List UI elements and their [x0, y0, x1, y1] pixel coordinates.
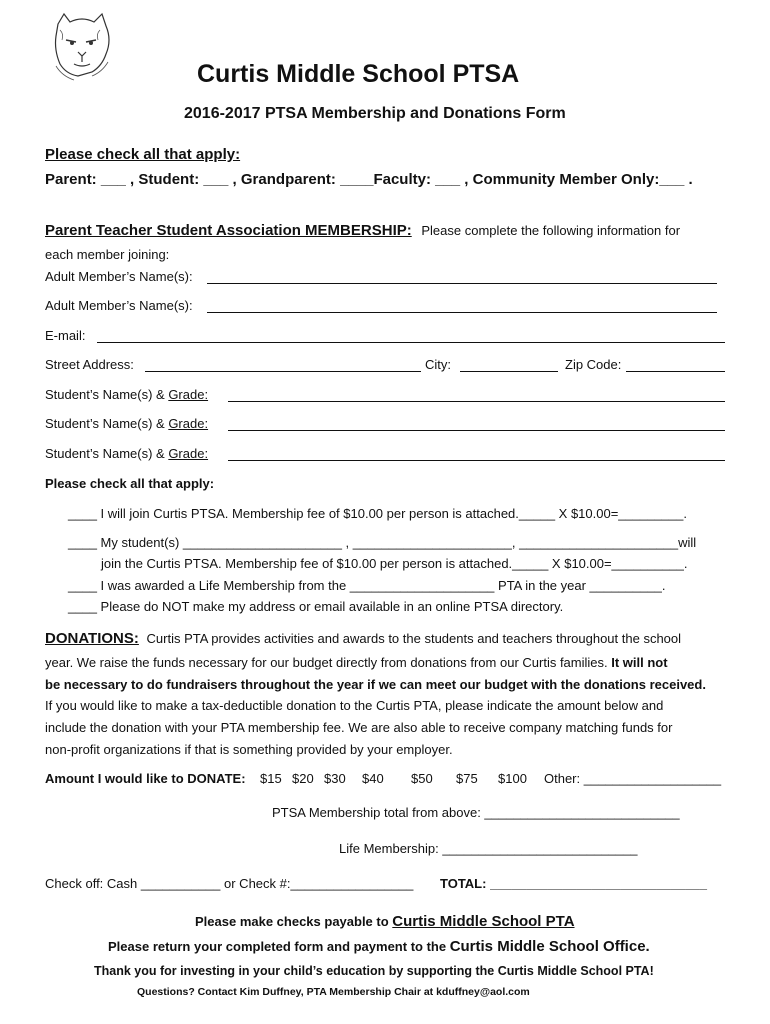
total-field[interactable]: TOTAL: ______________________________	[440, 876, 707, 891]
footer-payable-text: Please make checks payable to	[195, 914, 393, 929]
zip-label: Zip Code:	[565, 357, 622, 372]
student-label-1	[45, 387, 208, 402]
donations-text-4: If you would like to make a tax-deductible donation to the Curtis PTA, please indicate the amount below and	[45, 698, 664, 713]
donations-line-2	[45, 655, 668, 670]
membership-intro: Please complete the following information for	[421, 223, 681, 238]
street-label: Street Address:	[45, 357, 134, 372]
donations-text-3: be necessary to do fundraisers throughout the year if we can meet our budget with the donations received.	[45, 677, 706, 692]
email-field[interactable]	[97, 341, 725, 343]
student-label-prefix: Student’s Name(s) &	[45, 387, 169, 402]
donations-text-5: include the donation with your PTA membership fee. We are also able to receive company matching funds for	[45, 720, 673, 735]
donations-text-6: non-profit organizations if that is something provided by your employer.	[45, 742, 453, 757]
donations-line-1	[45, 630, 681, 647]
student-field-3[interactable]	[228, 459, 725, 461]
adult-name-label-1: Adult Member’s Name(s):	[45, 269, 193, 284]
donations-heading: DONATIONS:	[45, 630, 139, 647]
adult-name-label-2: Adult Member’s Name(s):	[45, 298, 193, 313]
donate-amount-label: Amount I would like to DONATE:	[45, 771, 246, 786]
student-field-1[interactable]	[228, 400, 725, 402]
donations-text-1: Curtis PTA provides activities and awards to the students and teachers throughout the school	[146, 631, 682, 646]
membership-heading: Parent Teacher Student Association MEMBERSHIP:	[45, 222, 412, 239]
donate-amount-75[interactable]: $75	[456, 771, 478, 786]
adult-name-field-1[interactable]	[207, 282, 717, 284]
email-label: E-mail:	[45, 328, 86, 343]
city-label: City:	[425, 357, 451, 372]
student-label-2	[45, 416, 208, 431]
donations-text-2b: It will not	[611, 655, 668, 670]
option-students-join[interactable]: ____ My student(s) ______________________ , ______________________, ______________________will	[68, 535, 697, 550]
footer-contact: Questions? Contact Kim Duffney, PTA Membership Chair at kduffney@aol.com	[137, 986, 530, 998]
donate-amount-50[interactable]: $50	[411, 771, 433, 786]
city-field[interactable]	[460, 370, 558, 372]
page-title: Curtis Middle School PTSA	[197, 60, 520, 88]
membership-total-field[interactable]: PTSA Membership total from above: ___________________________	[272, 805, 680, 820]
footer-return-text: Please return your completed form and payment to the	[108, 939, 450, 954]
student-label-3	[45, 446, 208, 461]
street-field[interactable]	[145, 370, 421, 372]
student-label-prefix: Student’s Name(s) &	[45, 416, 169, 431]
cougar-logo-icon	[48, 10, 114, 82]
check-heading: Please check all that apply:	[45, 476, 215, 491]
grade-label: Grade:	[168, 416, 209, 431]
zip-field[interactable]	[626, 370, 725, 372]
footer-return-name: Curtis Middle School Office.	[449, 938, 650, 955]
life-membership-field[interactable]: Life Membership: ___________________________	[339, 841, 638, 856]
footer-return	[108, 938, 650, 955]
membership-intro-2: each member joining:	[45, 247, 170, 262]
form-subtitle: 2016-2017 PTSA Membership and Donations Form	[184, 105, 566, 122]
donate-amount-100[interactable]: $100	[498, 771, 527, 786]
check-off-field[interactable]: Check off: Cash ___________ or Check #:_________________	[45, 876, 414, 891]
donate-amount-20[interactable]: $20	[292, 771, 314, 786]
grade-label: Grade:	[168, 387, 209, 402]
footer-payable	[195, 913, 575, 930]
donate-amount-30[interactable]: $30	[324, 771, 346, 786]
adult-name-field-2[interactable]	[207, 311, 717, 313]
donate-other-field[interactable]: Other: ___________________	[544, 771, 722, 786]
grade-label: Grade:	[168, 446, 209, 461]
student-label-prefix: Student’s Name(s) &	[45, 446, 169, 461]
donate-amount-40[interactable]: $40	[362, 771, 384, 786]
apply-heading: Please check all that apply:	[45, 146, 241, 163]
footer-payable-name: Curtis Middle School PTA	[392, 913, 575, 930]
option-life-membership[interactable]: ____ I was awarded a Life Membership from the ____________________ PTA in the year __________.	[68, 578, 666, 593]
footer-thanks: Thank you for investing in your child’s education by supporting the Curtis Middle School PTA!	[94, 964, 654, 978]
option-directory-optout[interactable]: ____ Please do NOT make my address or email available in an online PTSA directory.	[68, 599, 564, 614]
role-checkboxes[interactable]: Parent: ___ , Student: ___ , Grandparent: ____Faculty: ___ , Community Member Only:___ .	[45, 171, 693, 188]
student-field-2[interactable]	[228, 429, 725, 431]
donations-text-2a: year. We raise the funds necessary for our budget directly from donations from our Curtis families.	[45, 655, 608, 670]
option-students-join-2: join the Curtis PTSA. Membership fee of $10.00 per person is attached._____ X $10.00=__________.	[101, 556, 688, 571]
option-join[interactable]: ____ I will join Curtis PTSA. Membership fee of $10.00 per person is attached._____ X $10.00=_________.	[68, 506, 687, 521]
membership-heading-row	[45, 222, 680, 239]
donate-amount-15[interactable]: $15	[260, 771, 282, 786]
